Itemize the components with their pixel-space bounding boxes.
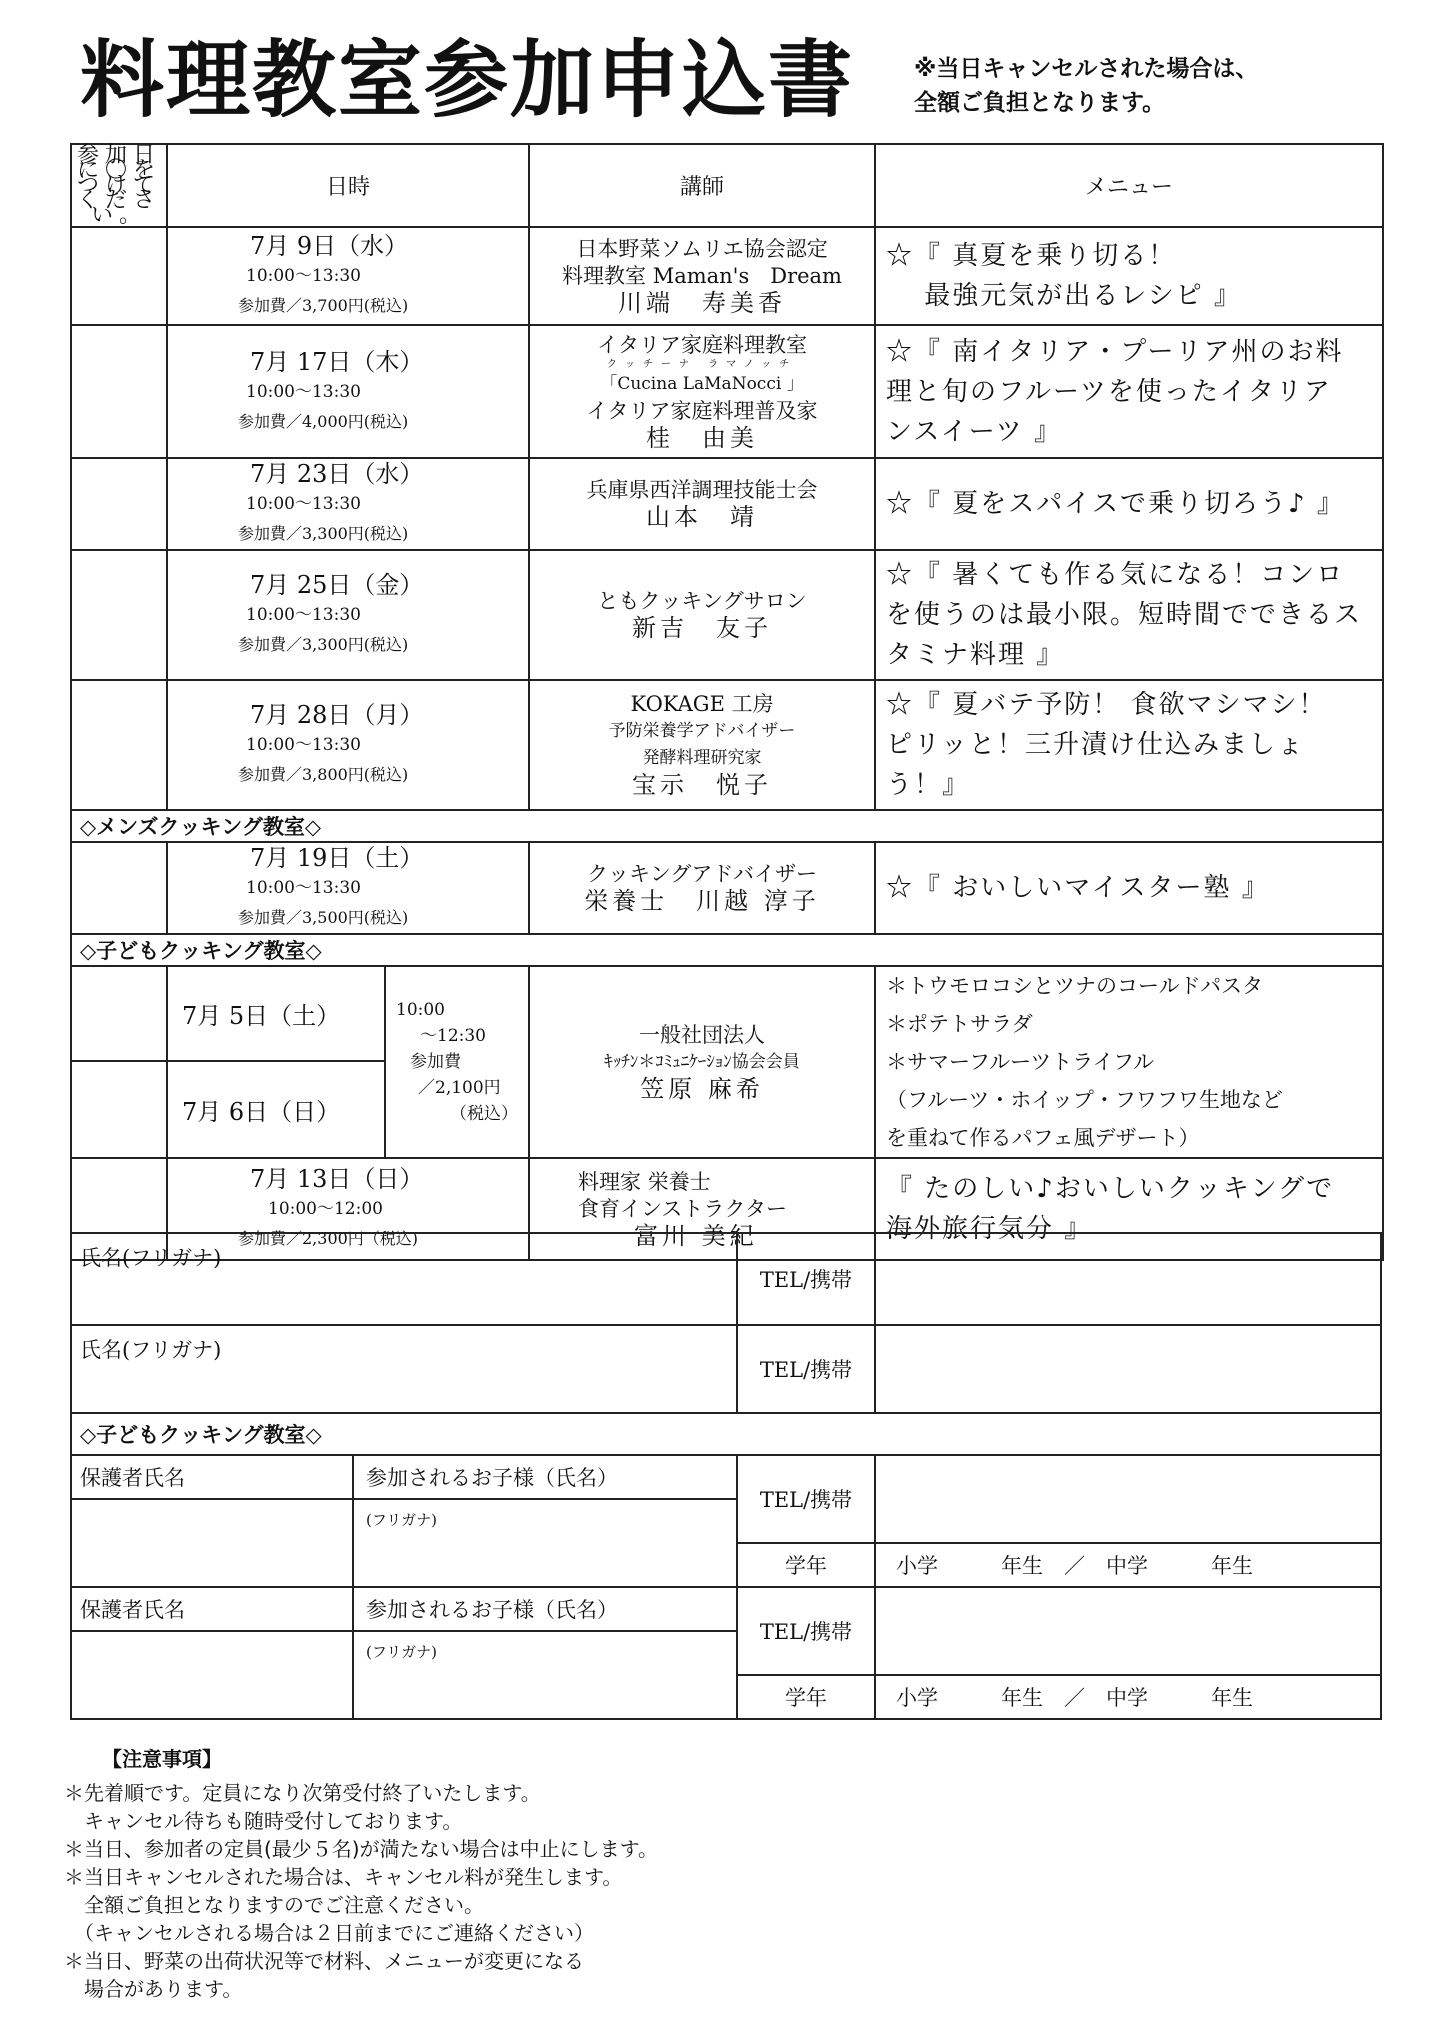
class-time: 10:00～13:30 — [246, 494, 361, 514]
lecturer-org: 日本野菜ソムリエ協会認定 — [576, 236, 828, 261]
furigana-label: (フリガナ) — [366, 1511, 437, 1529]
class-row — [71, 550, 1383, 680]
class-time: 10:00～13:30 — [246, 605, 361, 625]
class-row — [71, 325, 1383, 458]
mens-section-title: ◇メンズクッキング教室◇ — [71, 810, 1383, 842]
tel-label: TEL/携帯 — [737, 1455, 875, 1543]
lecturer-org: クッキングアドバイザー — [587, 862, 817, 886]
furigana-label: (フリガナ) — [366, 1643, 437, 1661]
notes-heading: 【注意事項】 — [102, 1747, 222, 1771]
cancel-note-line: ※当日キャンセルされた場合は、 — [914, 56, 1259, 82]
guardian-label: 保護者氏名 — [71, 1455, 353, 1499]
lecturer-org: 予防栄養学アドバイザー — [608, 721, 796, 741]
child-label: 参加されるお子様（氏名） — [353, 1587, 737, 1631]
class-fee: 参加費／3,700円(税込) — [238, 296, 409, 315]
class-time: 10:00～13:30 — [246, 735, 361, 755]
lecturer-org: イタリア家庭料理普及家 — [586, 398, 818, 423]
name-field[interactable] — [71, 1233, 737, 1325]
class-time: 10:00～13:30 — [246, 878, 361, 898]
lecturer-name: 栄養士 川越 淳子 — [584, 887, 820, 915]
lecturer-name: 宝示 悦子 — [632, 771, 773, 799]
menu-line: 『 たのしい♪おいしいクッキングで — [886, 1174, 1335, 1204]
menu-line: 海外旅行気分 』 — [886, 1214, 1093, 1244]
menu-line: ＊ポテトサラダ — [886, 1012, 1033, 1036]
note-line: 全額ご負担となりますのでご注意ください。 — [64, 1893, 484, 1917]
tel-field[interactable] — [875, 1233, 1381, 1325]
grade-label: 学年 — [737, 1543, 875, 1587]
lecturer-org: 食育インストラクター — [578, 1196, 787, 1221]
lecturer-header: 講師 — [529, 144, 875, 227]
date-header: 日時 — [167, 144, 529, 227]
kids-time: 10:00 — [396, 1000, 445, 1020]
check-cell[interactable] — [71, 550, 167, 680]
menu-line: 理と旬のフルーツを使ったイタリア — [886, 376, 1332, 407]
lecturer-org: 兵庫県西洋調理技能士会 — [586, 478, 818, 502]
class-date: 7月 9日（水） — [250, 232, 409, 260]
lecturer-name: 新吉 友子 — [632, 614, 773, 642]
class-fee: 参加費／3,300円(税込) — [238, 635, 409, 654]
class-date: 7月 17日（木） — [250, 347, 424, 376]
note-line: （キャンセルされる場合は２日前までにご連絡ください） — [64, 1921, 594, 1945]
note-line: ＊当日、参加者の定員(最少５名)が満たない場合は中止にします。 — [64, 1837, 659, 1861]
child-field[interactable] — [353, 1499, 737, 1587]
class-time: 10:00～12:00 — [268, 1199, 383, 1219]
menu-line: ☆『 夏をスパイスで乗り切ろう♪ 』 — [886, 489, 1345, 519]
menu-line: （フルーツ・ホイップ・フワフワ生地など — [886, 1088, 1283, 1112]
menu-line: ☆『 真夏を乗り切る！ — [886, 241, 1177, 271]
menu-line: ＊トウモロコシとツナのコールドパスタ — [886, 974, 1264, 998]
lecturer-org: 料理家 栄養士 — [578, 1169, 711, 1194]
tel-field[interactable] — [875, 1325, 1381, 1413]
class-row — [71, 458, 1383, 550]
menu-line: ンスイーツ 』 — [886, 416, 1062, 447]
lecturer-org: ともクッキングサロン — [597, 589, 807, 613]
menu-line: 最強元気が出るレシピ 』 — [886, 281, 1242, 311]
tel-field[interactable] — [875, 1455, 1381, 1543]
lecturer-org: 発酵料理研究家 — [642, 748, 762, 768]
class-date: 7月 6日（日） — [167, 1061, 385, 1158]
class-date: 7月 23日（水） — [250, 460, 424, 488]
check-cell[interactable] — [71, 842, 167, 934]
schedule-table — [70, 143, 1384, 1261]
class-row — [71, 227, 1383, 325]
class-fee: 参加費／3,800円(税込) — [238, 765, 409, 784]
menu-line: ☆『 夏バテ予防！ 食欲マシマシ！ — [886, 690, 1327, 720]
page-title: 料理教室参加申込書 — [80, 31, 855, 129]
child-field[interactable] — [353, 1631, 737, 1719]
class-date: 7月 5日（土） — [167, 966, 385, 1061]
lecturer-ruby: クッチーナ ラマノッチ — [606, 358, 798, 370]
grade-field[interactable]: 小学 年生 ／ 中学 年生 — [875, 1675, 1381, 1719]
class-fee: 参加費／3,300円(税込) — [238, 524, 409, 543]
name-label: 氏名(フリガナ) — [80, 1338, 222, 1362]
class-date: 7月 13日（日） — [250, 1165, 424, 1193]
class-date: 7月 28日（月） — [250, 701, 424, 729]
menu-line: ☆『 南イタリア・プーリア州のお料 — [886, 336, 1344, 367]
kids-form-section-title: ◇子どもクッキング教室◇ — [71, 1413, 1381, 1455]
note-line: ＊当日キャンセルされた場合は、キャンセル料が発生します。 — [64, 1865, 623, 1889]
class-fee: 参加費／2,300円（税込) — [238, 1229, 419, 1248]
lecturer-name: 富川 美紀 — [634, 1221, 758, 1250]
menu-line: ☆『 おいしいマイスター塾 』 — [886, 873, 1270, 903]
menu-line: ☆『 暑くても作る気になる！コンロ — [886, 560, 1345, 590]
lecturer-name: 笠原 麻希 — [640, 1074, 764, 1103]
grade-field[interactable]: 小学 年生 ／ 中学 年生 — [875, 1543, 1381, 1587]
registration-form — [70, 1232, 1382, 1720]
check-cell[interactable] — [71, 458, 167, 550]
menu-line: を使うのは最小限。短時間でできるス — [886, 600, 1363, 630]
menu-header: メニュー — [875, 144, 1383, 227]
note-line: 場合があります。 — [64, 1977, 243, 2001]
class-date: 7月 25日（金） — [250, 571, 424, 599]
name-field[interactable] — [71, 1325, 737, 1413]
check-cell[interactable] — [71, 325, 167, 458]
check-cell[interactable] — [71, 1061, 167, 1158]
guardian-field[interactable] — [71, 1631, 353, 1719]
menu-line: を重ねて作るパフェ風デザート） — [886, 1126, 1200, 1150]
kids-fee: ／2,100円 — [418, 1078, 501, 1098]
lecturer-org: 料理教室 Maman's Dream — [562, 263, 842, 288]
guardian-field[interactable] — [71, 1499, 353, 1587]
class-date: 7月 19日（土） — [250, 844, 424, 872]
menu-line: う！』 — [886, 770, 971, 800]
check-cell[interactable] — [71, 966, 167, 1061]
class-time: 10:00～13:30 — [246, 266, 361, 286]
name-label: 氏名(フリガナ) — [80, 1246, 222, 1270]
tel-label: TEL/携帯 — [737, 1233, 875, 1325]
menu-line: タミナ料理 』 — [886, 640, 1065, 670]
note-line: ＊先着順です。定員になり次第受付終了いたします。 — [64, 1781, 541, 1805]
cancel-note — [914, 52, 1258, 120]
check-header: 参加日に〇をつけてください。 — [71, 144, 167, 227]
class-row — [71, 842, 1383, 934]
kids-fee-label: 参加費 — [410, 1052, 461, 1072]
lecturer-org: KOKAGE 工房 — [630, 692, 774, 716]
kids-time: ～12:30 — [420, 1026, 486, 1046]
guardian-label: 保護者氏名 — [71, 1587, 353, 1631]
child-label: 参加されるお子様（氏名） — [353, 1455, 737, 1499]
class-row — [71, 966, 1383, 1061]
class-fee: 参加費／3,500円(税込) — [238, 908, 409, 927]
note-line: ＊当日、野菜の出荷状況等で材料、メニューが変更になる — [64, 1949, 584, 1973]
note-line: キャンセル待ちも随時受付しております。 — [64, 1809, 463, 1833]
kids-section-title: ◇子どもクッキング教室◇ — [71, 934, 1383, 966]
lecturer-org: ｷｯﾁﾝ＊ｺﾐｭﾆｹｰｼｮﾝ協会会員 — [604, 1051, 800, 1072]
class-row — [71, 680, 1383, 810]
lecturer-name: 川端 寿美香 — [618, 288, 787, 317]
class-time: 10:00～13:30 — [246, 381, 361, 402]
menu-line: ピリッと！三升漬け仕込みましょ — [886, 730, 1305, 760]
lecturer-org: 一般社団法人 — [639, 1022, 766, 1047]
notes-section — [64, 1745, 658, 2003]
lecturer-name: 山本 靖 — [646, 503, 759, 531]
check-cell[interactable] — [71, 680, 167, 810]
tel-field[interactable] — [875, 1587, 1381, 1675]
menu-line: ＊サマーフルーツトライフル — [886, 1050, 1155, 1074]
grade-label: 学年 — [737, 1675, 875, 1719]
kids-fee-tax: （税込） — [450, 1104, 518, 1124]
tel-label: TEL/携帯 — [737, 1325, 875, 1413]
check-cell[interactable] — [71, 227, 167, 325]
cancel-note-line: 全額ご負担となります。 — [914, 90, 1166, 116]
lecturer-name: 桂 由美 — [646, 423, 759, 452]
class-fee: 参加費／4,000円(税込) — [238, 411, 409, 431]
lecturer-org: イタリア家庭料理教室 — [597, 332, 808, 357]
lecturer-org: 「Cucina LaMaNocci 」 — [600, 373, 804, 394]
tel-label: TEL/携帯 — [737, 1587, 875, 1675]
